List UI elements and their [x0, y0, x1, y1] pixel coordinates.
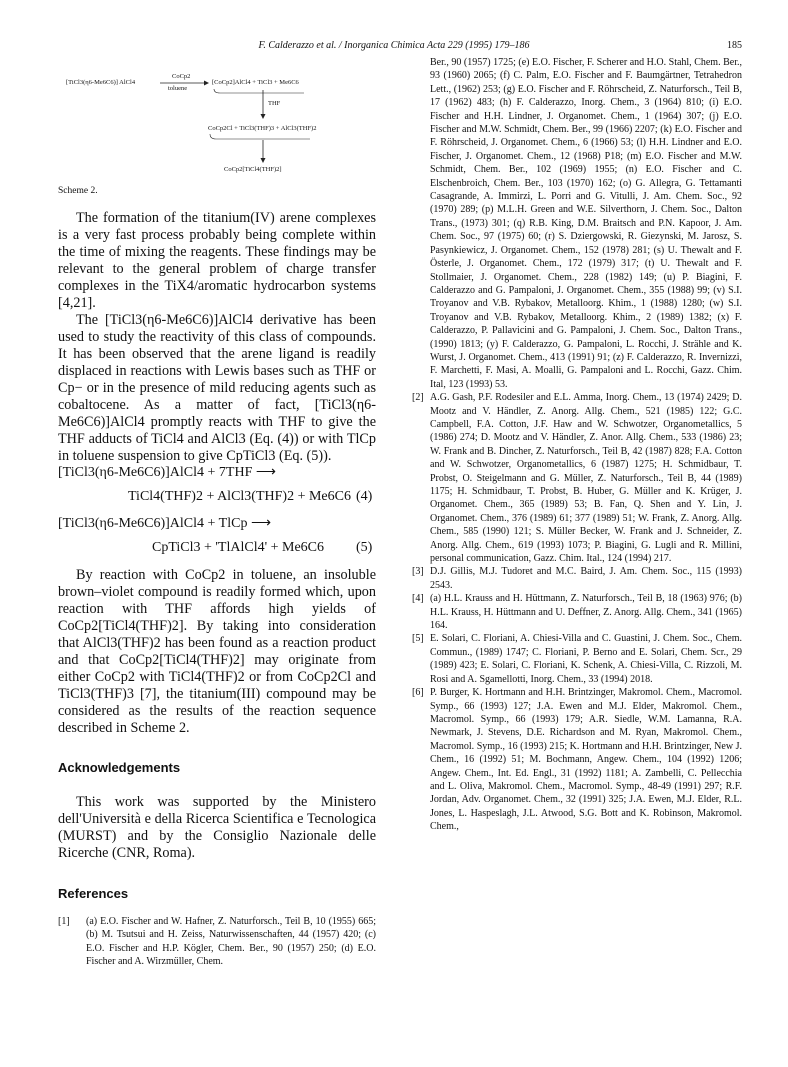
reference-number: [2] — [412, 392, 424, 404]
equation-4-rhs: TiCl4(THF)2 + AlCl3(THF)2 + Me6C6 — [128, 489, 351, 504]
paragraph: The formation of the titanium(IV) arene complexes is a very fast process probably being complete within the time of mixing the reagents. These findings may be relevant to the general problem of charge transfer complexes in the TiX4/aromatic hydrocarbon systems [4,21]. — [58, 210, 376, 311]
scheme-products-2: CoCp2Cl + TiCl3(THF)3 + AlCl3(THF)2 — [208, 125, 317, 132]
references-list-left — [58, 915, 376, 969]
scheme-products-1: [CoCp2]AlCl4 + TiCl3 + Me6C6 — [212, 79, 299, 86]
reference-text: (a) H.L. Krauss and H. Hüttmann, Z. Naturforsch., Teil B, 18 (1963) 976; (b) H.L. Krauss, H. Hüttmann and U. Deffner, Z. Anorg. Allg. Chem., 341 (1965) 164. — [430, 593, 742, 632]
reference-item — [58, 915, 376, 969]
equation-5-rhs: CpTiCl3 + 'TlAlCl4' + Me6C6 — [152, 540, 325, 555]
scheme-final-product: CoCp2[TiCl4(THF)2] — [224, 166, 282, 173]
reference-continuation: Ber., 90 (1957) 1725; (e) E.O. Fischer, F. Scherer and H.O. Stahl, Chem. Ber., 93 (1960) 2065; (f) C. Palm, E.O. Fischer and F. Baumgärtner, Tetrahedron Lett., (1962) 253; (g) E.O. Fischer and F. Röhrscheid, Z. Naturforsch., Teil B, 17 (1962) 483; (h) F. Calderazzo, Inorg. Chem., 3 (1964) 810; (i) E.O. Fischer and H.H. Lindner, J. Organomet. Chem., 1 (1964) 307; (j) E.O. Fischer and M.W. Schmidt, Chem. Ber., 99 (1966) 2207; (k) E.O. Fischer and F. Röhrscheid, J. Organomet. Chem., 6 (1966) 53; (l) H.H. Lindner and E.O. Fischer, J. Organomet. Chem., 12 (1968) P18; (m) E.O. Fischer and M.W. Schmidt, Chem. Ber., 102 (1969) 1955; (n) E.O. Fischer and C. Elschenbroich, Chem. Ber., 103 (1970) 162; (o) G. Allegra, G. Tettamanti Casagrande, A. Immirzi, L. Porri and G. Vitulli, J. Am. Chem. Soc., 92 (1970) 289; (p) M.L.H. Green and W.E. Silverthorn, J. Chem. Soc., Dalton Trans., (1973) 301; (q) R.B. King, D.M. Braitsch and P.N. Kapoor, J. Am. Chem. Soc., 97 (1975) 60; (r) S. Dziergowski, R. Giezynski, M. Jarosz, S. Pasynkiewicz, J. Organomet. Chem., 152 (1978) 281; (s) U. Thewalt and F. Österle, J. Organomet. Chem., 172 (1979) 317; (t) U. Thewalt and F. Stollmaier, J. Organomet. Chem., 228 (1982) 149; (u) P. Biagini, F. Calderazzo and G. Pampaloni, J. Organomet. Chem., 355 (1988) 99; (v) S.I. Troyanov and V.B. Rybakov, Metalloorg. Khim., 1 (1988) 1280; (w) S.I. Troyanov and V.B. Rybakov, Metalloorg. Khim., 2 (1989) 1382; (x) F. Calderazzo, P. Pallavicini and G. Pampaloni, J. Chem. Soc., Dalton Trans., (1990) 1813; (y) F. Calderazzo, G. Pampaloni, L. Rocchi, J. Strähle and K. Wurst, J. Organomet. Chem., 413 (1991) 91; (z) F. Calderazzo, R. Invernizzi, F. Marchetti, F. Masi, A. Moalli, G. Pampaloni and L. Rocchi, Gazz. Chim. Ital, 123 (1993) 53. — [430, 57, 742, 390]
page-number: 185 — [727, 40, 742, 51]
reference-text: A.G. Gash, P.F. Rodesiler and E.L. Amma, Inorg. Chem., 13 (1974) 2429; D. Mootz and V. Händler, Z. Anorg. Allg. Chem., 521 (1985) 122; G.C. Campbell, F.A. Cotton, J.F. Haw and W. Schwotzer, Organometallics, 5 (1986) 274; D. Mootz and V. Händler, Z. Anor. Allg. Chem., 533 (1986) 23; W. Frank and B. Dincher, Z. Naturforsch., Teil B, 42 (1987) 828; F.A. Cotton and W. Schwotzer, Organometallics, 6 (1987) 1275; H. Schmidbaur, T. Probst, O. Steigelmann and G. Müller, Z. Naturforsch., Teil B, 44 (1989) 1175; H. Schmidbaur, T. Probst, B. Huber, G. Müller and K. Krüger, J. Organomet. Chem., 365 (1989) 53; B. Fan, Q. Shen and Y. Lin, J. Organomet. Chem., 376 (1989) 61; 377 (1989) 51; W. Frank, Z. Anorg. Allg. Chem., 585 (1990) 121; S. Müller Becker, W. Frank and J. Schneider, Z. Anorg. Allg. Chem., 619 (1993) 1073; P. Biagini, G. Lugli and R. Millini, personal communication, Gazz. Chim. Ital., 124 (1994) 217. — [430, 392, 742, 565]
reference-text: (a) E.O. Fischer and W. Hafner, Z. Naturforsch., Teil B, 10 (1955) 665; (b) M. Tsutsui and H. Zeiss, Naturwissenschaften, 44 (1957) 420; (c) E.O. Fischer and H.P. Kögler, Chem. Ber., 90 (1957) 250; (d) E.O. Fischer and A. Wirzmüller, Chem. — [86, 916, 376, 968]
equation-4-number: (4) — [356, 489, 373, 504]
reference-text: P. Burger, K. Hortmann and H.H. Brintzinger, Makromol. Chem., Macromol. Symp., 66 (1993) 127; J.A. Ewen and M.J. Elder, Makromol. Chem., Macromol. Symp., 66 (1993) 179; A.R. Siedle, W.M. Lamanna, R.A. Newmark, J. Stevens, D.E. Richardson and M. Ryan, Makromol. Chem., Macromol. Symp., 16 (1993) 215; K. Hortmann and H.H. Brintzinger, New J. Chem., 16 (1992) 51; M. Bochmann, Angew. Chem., 104 (1992) 1206; Angew. Chem., Int. Ed. Engl., 31 (1992) 1181; A. Zambelli, C. Pellecchia and L. Oliva, Makromol. Chem., Macromol. Symp., 48-49 (1991) 297; R.F. Jordan, Adv. Organomet. Chem., 32 (1991) 325; J.A. Ewen, M.J. Elder, R.L. Jones, L. Haspeslagh, J.L. Atwood, S.G. Bott and K. Robinson, Makromol. Chem., — [430, 687, 742, 833]
scheme-reagent: CoCp2 — [172, 73, 191, 80]
paragraph: By reaction with CoCp2 in toluene, an insoluble brown–violet compound is readily formed which, upon reaction with THF affords high yields of CoCp2[TiCl4(THF)2]. By taking into consideration that AlCl3(THF)2 has been found as a reaction product and that CoCp2[TiCl4(THF)2] may originate from either CoCp2 with TiCl4(THF)2 or from CoCp2Cl and TiCl3(THF)3 [7], the titanium(III) compound may be considered as the results of the reaction sequence described in Scheme 2. — [58, 567, 376, 736]
reference-text: D.J. Gillis, M.J. Tudoret and M.C. Baird, J. Am. Chem. Soc., 115 (1993) 2543. — [430, 566, 742, 591]
reference-item — [412, 632, 742, 686]
equation-5-lhs: [TiCl3(η6-Me6C6)]AlCl4 + TlCp ⟶ — [58, 516, 272, 531]
reference-number: [1] — [58, 916, 70, 927]
scheme-solvent: toluene — [168, 85, 188, 92]
reference-item — [412, 592, 742, 632]
equation-4-lhs: [TiCl3(η6-Me6C6)]AlCl4 + 7THF ⟶ — [58, 465, 276, 480]
left-column-text — [58, 210, 376, 465]
reference-item — [412, 391, 742, 565]
reference-number: [4] — [412, 593, 424, 605]
references-heading: References — [58, 886, 129, 901]
references-list-right — [412, 56, 742, 834]
scheme-reactant: [TiCl3(η6-Me6C6)] AlCl4 — [66, 79, 136, 86]
equation-5-number: (5) — [356, 540, 373, 555]
reference-item — [412, 565, 742, 592]
reference-number: [5] — [412, 633, 424, 645]
left-column-text-2 — [58, 567, 376, 737]
running-title: F. Calderazzo et al. / Inorganica Chimica Acta 229 (1995) 179–186 — [258, 40, 530, 51]
scheme-thf: THF — [268, 100, 281, 107]
reference-number: [6] — [412, 687, 424, 699]
reference-text: E. Solari, C. Floriani, A. Chiesi-Villa and C. Guastini, J. Chem. Soc., Chem. Commun., (1989) 1747; C. Floriani, P. Berno and E. Solari, Chem. Scr., 29 (1989) 423; E. Solari, C. Floriani, K. Schenk, A. Chiesi-Villa, C. Rizzoli, M. Rosi and A. Sgamellotti, Inorg. Chem., 33 (1994) 2018. — [430, 633, 742, 685]
acknowledgements-text — [58, 794, 376, 862]
scheme-caption: Scheme 2. — [58, 186, 98, 196]
acknowledgements-heading: Acknowledgements — [58, 760, 181, 775]
paragraph: This work was supported by the Ministero dell'Università e della Ricerca Scientifica e Tecnologica (MURST) and by the Consiglio Nazionale delle Ricerche (CNR, Roma). — [58, 794, 376, 861]
paragraph: The [TiCl3(η6-Me6C6)]AlCl4 derivative has been used to study the reactivity of this class of compounds. It has been observed that the arene ligand is readily displaced in reactions with Lewis bases such as THF or Cp− or in the presence of mild reducing agents such as cobaltocene. As a matter of fact, [TiCl3(η6-Me6C6)]AlCl4 promptly reacts with THF to give the THF adducts of TiCl4 and AlCl3 (Eq. (4)) or with TlCp in toluene suspension to give CpTiCl3 (Eq. (5)). — [58, 312, 376, 464]
reference-number: [3] — [412, 566, 424, 578]
scheme-diagram — [64, 70, 404, 200]
reference-item — [412, 686, 742, 833]
